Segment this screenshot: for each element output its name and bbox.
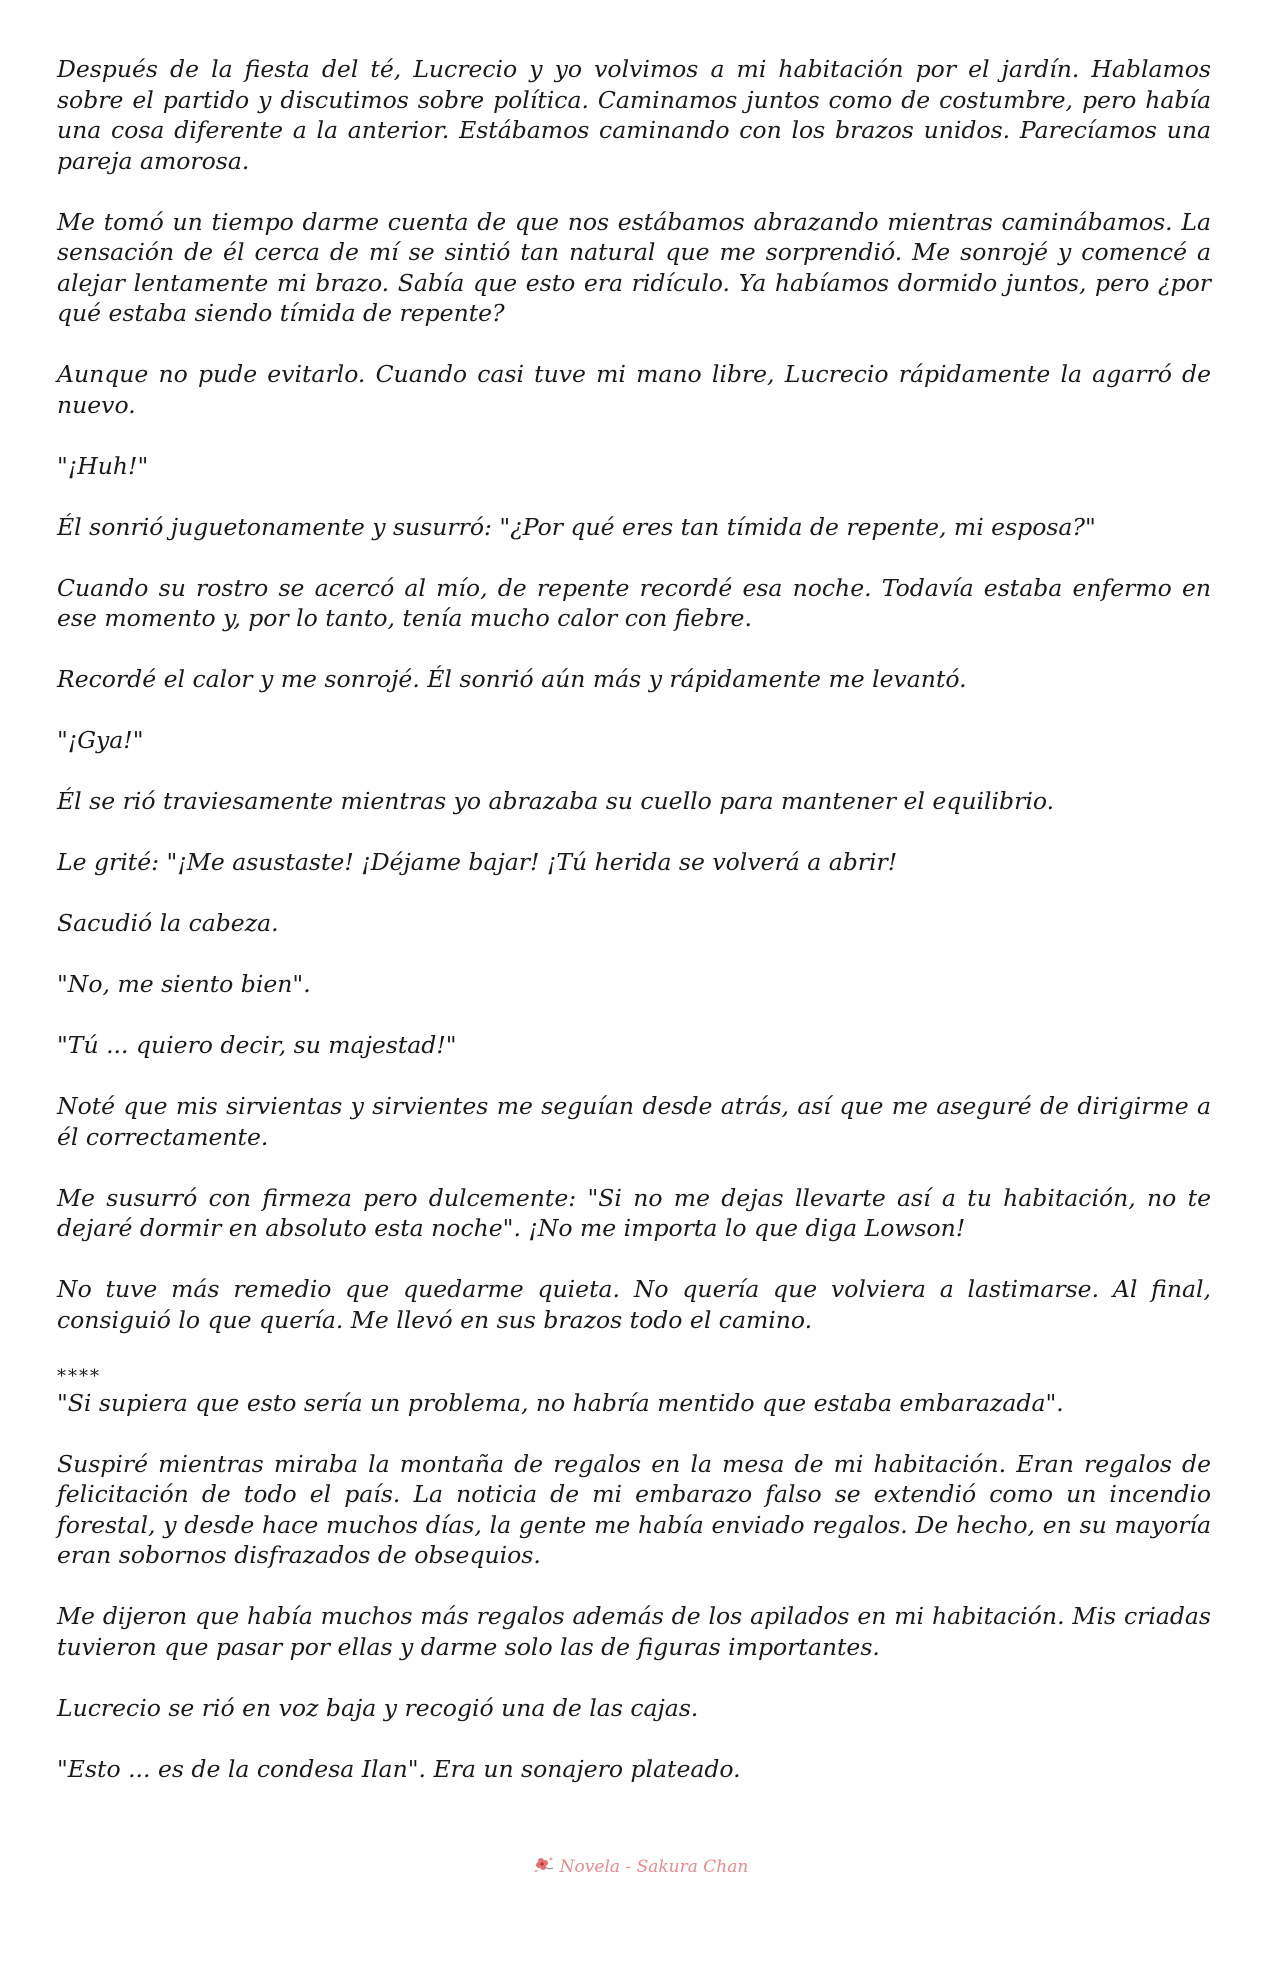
paragraph: Lucrecio se rió en voz baja y recogió una de las cajas. xyxy=(57,1693,699,1722)
watermark-text: Novela - Sakura Chan xyxy=(559,1857,749,1877)
paragraph: Noté que mis sirvientas y sirvientes me seguían desde atrás, así que me aseguré de dirigirme a él correctamente. xyxy=(57,1092,1211,1151)
paragraph: Después de la fiesta del té, Lucrecio y yo volvimos a mi habitación por el jardín. Hablamos sobre el partido y discutimos sobre política. Caminamos juntos como de costumbre, pero había una cosa diferente a la anterior. Estábamos caminando con los brazos unidos. Parecíamos una pareja amorosa. xyxy=(57,55,1211,175)
paragraph: Le grité: "¡Me asustaste! ¡Déjame bajar! ¡Tú herida se volverá a abrir! xyxy=(57,848,898,876)
paragraph: Me susurró con firmeza pero dulcemente: "Si no me dejas llevarte así a tu habitación, no te dejaré dormir en absoluto esta noche". ¡No me importa lo que diga Lowson! xyxy=(57,1183,1211,1242)
paragraph: Suspiré mientras miraba la montaña de regalos en la mesa de mi habitación. Eran regalos de felicitación de todo el país. La noticia de mi embarazo falso se extendió como un incendio forestal, y desde hace muchos días, la gente me había enviado regalos. De hecho, en su mayoría eran sobornos disfrazados de obsequios. xyxy=(57,1449,1211,1569)
paragraph: "¡Huh!" xyxy=(57,451,149,480)
sakura-flower-icon xyxy=(532,1855,556,1875)
paragraph: No tuve más remedio que quedarme quieta. No quería que volviera a lastimarse. Al final, consiguió lo que quería. Me llevó en sus brazos todo el camino. xyxy=(57,1275,1211,1334)
paragraph: Recordé el calor y me sonrojé. Él sonrió aún más y rápidamente me levantó. xyxy=(57,665,967,693)
paragraph: "¡Gya!" xyxy=(57,726,144,754)
paragraph: "Tú ... quiero decir, su majestad!" xyxy=(57,1031,457,1059)
paragraph: Me tomó un tiempo darme cuenta de que nos estábamos abrazando mientras caminábamos. La sensación de él cerca de mí se sintió tan natural que me sorprendió. Me sonrojé y comencé a alejar lentamente mi brazo. Sabía que esto era ridículo. Ya habíamos dormido juntos, pero ¿por qué estaba siendo tímida de repente? xyxy=(57,207,1211,327)
scene-separator: **** xyxy=(57,1365,101,1387)
paragraph: Él sonrió juguetonamente y susurró: "¿Por qué eres tan tímida de repente, mi esposa?" xyxy=(57,512,1096,541)
paragraph: Aunque no pude evitarlo. Cuando casi tuve mi mano libre, Lucrecio rápidamente la agarró de nuevo. xyxy=(57,360,1211,419)
paragraph: "Si supiera que esto sería un problema, no habría mentido que estaba embarazada". xyxy=(57,1388,1064,1417)
watermark-footer xyxy=(0,1855,1280,1877)
paragraph: Sacudió la cabeza. xyxy=(57,909,279,937)
paragraph: Me dijeron que había muchos más regalos además de los apilados en mi habitación. Mis criadas tuvieron que pasar por ellas y darme solo las de figuras importantes. xyxy=(57,1602,1211,1661)
paragraph: "Esto ... es de la condesa Ilan". Era un sonajero plateado. xyxy=(57,1754,741,1783)
document-body xyxy=(57,54,1211,1784)
paragraph: Él se rió traviesamente mientras yo abrazaba su cuello para mantener el equilibrio. xyxy=(57,787,1055,815)
paragraph: Cuando su rostro se acercó al mío, de repente recordé esa noche. Todavía estaba enfermo en ese momento y, por lo tanto, tenía mucho calor con fiebre. xyxy=(57,573,1211,632)
paragraph: "No, me siento bien". xyxy=(57,970,311,998)
